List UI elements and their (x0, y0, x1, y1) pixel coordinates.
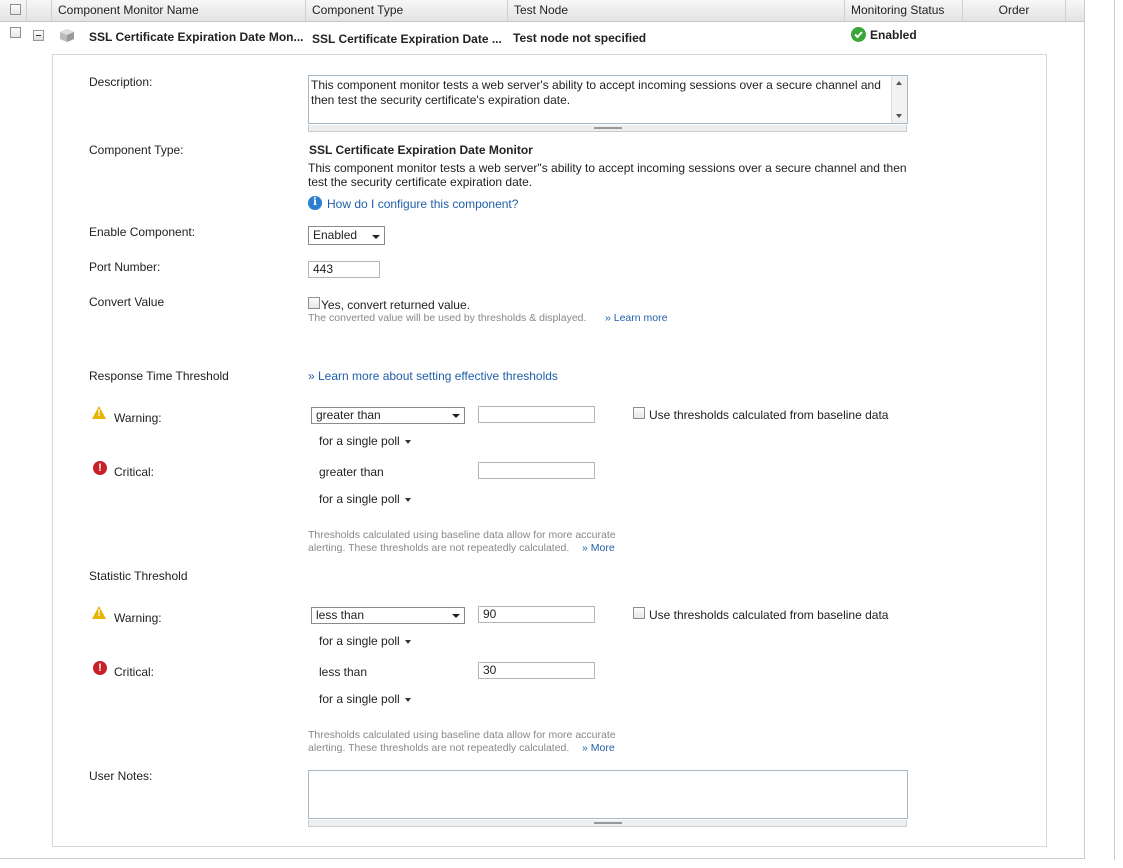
convert-checkbox[interactable] (308, 297, 320, 309)
statistic-threshold-label: Statistic Threshold (89, 569, 188, 583)
caret-down-icon (405, 698, 411, 702)
response-critical-input[interactable] (478, 462, 595, 479)
statistic-critical-label: Critical: (114, 665, 155, 679)
row-status: Enabled (870, 28, 917, 42)
table-row (0, 22, 1084, 52)
statistic-critical-operator: less than (319, 665, 368, 679)
row-component-name[interactable]: SSL Certificate Expiration Date Mon... (89, 30, 304, 44)
scroll-divider (1114, 0, 1115, 860)
user-notes-label: User Notes: (89, 769, 153, 783)
response-baseline-checkbox[interactable] (633, 407, 645, 419)
header-spacer (26, 0, 51, 21)
response-warning-operator: greater than (316, 408, 381, 422)
description-label: Description: (89, 75, 153, 89)
statistic-baseline-checkbox[interactable] (633, 607, 645, 619)
warning-mark: ! (97, 608, 101, 619)
convert-checkbox-label[interactable]: Yes, convert returned value. (321, 298, 470, 312)
statistic-warning-input[interactable]: 90 (478, 606, 595, 623)
user-notes-resize-grip[interactable] (308, 820, 907, 827)
statistic-warning-label: Warning: (114, 611, 162, 625)
description-resize-grip[interactable] (308, 125, 907, 132)
statistic-warning-operator-select[interactable] (311, 607, 465, 624)
response-baseline-note-1: Thresholds calculated using baseline data allow for more accurate (308, 529, 616, 541)
statistic-critical-poll-dropdown[interactable] (319, 692, 411, 706)
response-critical-poll-dropdown[interactable] (319, 492, 411, 506)
threshold-learn-link[interactable]: » Learn more about setting effective thresholds (308, 369, 558, 383)
header-test-node[interactable]: Test Node (507, 0, 844, 21)
response-more-link[interactable]: » More (582, 542, 615, 554)
statistic-warning-poll-dropdown[interactable] (319, 634, 411, 648)
statistic-more-link[interactable]: » More (582, 742, 615, 754)
row-checkbox[interactable] (10, 27, 21, 38)
info-icon[interactable]: i (308, 196, 322, 210)
convert-learn-more-link[interactable]: » Learn more (605, 312, 668, 324)
header-order[interactable]: Order (962, 0, 1065, 21)
critical-icon: ! (93, 661, 107, 675)
convert-label: Convert Value (89, 295, 165, 309)
help-link[interactable]: How do I configure this component? (327, 197, 519, 211)
component-icon (59, 29, 75, 46)
response-critical-label: Critical: (114, 465, 155, 479)
select-all-checkbox[interactable] (10, 4, 21, 15)
caret-down-icon (405, 440, 411, 444)
warning-mark: ! (97, 408, 101, 419)
statistic-warning-operator: less than (316, 608, 365, 622)
description-textarea[interactable] (308, 75, 908, 124)
response-critical-poll: for a single poll (319, 492, 400, 506)
table-header (0, 0, 1084, 22)
component-type-title: SSL Certificate Expiration Date Monitor (309, 143, 533, 157)
check-circle-icon (851, 27, 866, 42)
enable-select[interactable] (308, 226, 385, 245)
statistic-baseline-note-2: alerting. These thresholds are not repeatedly calculated. (308, 742, 570, 754)
row-test-node: Test node not specified (513, 31, 647, 45)
statistic-critical-input[interactable]: 30 (478, 662, 595, 679)
response-warning-poll: for a single poll (319, 434, 400, 448)
statistic-warning-poll: for a single poll (319, 634, 400, 648)
convert-hint: The converted value will be used by thresholds & displayed. (308, 312, 587, 324)
description-scrollbar[interactable] (891, 76, 907, 123)
row-component-type: SSL Certificate Expiration Date ... (312, 32, 502, 46)
chevron-down-icon (452, 414, 460, 418)
chevron-down-icon (372, 235, 380, 239)
component-type-description: This component monitor tests a web server"s ability to accept incoming sessions over a secure channel and then test the security certificate expiration date. (308, 161, 907, 189)
statistic-baseline-note-1: Thresholds calculated using baseline data allow for more accurate (308, 729, 616, 741)
description-text: This component monitor tests a web server's ability to accept incoming sessions over a secure channel and then test the security certificate's expiration date. (311, 78, 881, 107)
response-baseline-note-2: alerting. These thresholds are not repeatedly calculated. (308, 542, 570, 554)
user-notes-textarea[interactable] (308, 770, 908, 819)
header-end (1065, 0, 1084, 21)
header-component-type[interactable]: Component Type (305, 0, 507, 21)
enable-label: Enable Component: (89, 225, 196, 239)
response-threshold-label: Response Time Threshold (89, 369, 229, 383)
port-input[interactable]: 443 (308, 261, 380, 278)
enable-select-value: Enabled (313, 228, 358, 242)
chevron-down-icon (452, 614, 460, 618)
response-warning-operator-select[interactable] (311, 407, 465, 424)
port-label: Port Number: (89, 260, 161, 274)
response-warning-label: Warning: (114, 411, 162, 425)
scroll-down-icon[interactable] (896, 114, 902, 118)
header-monitoring-status[interactable]: Monitoring Status (844, 0, 962, 21)
caret-down-icon (405, 640, 411, 644)
response-warning-input[interactable] (478, 406, 595, 423)
statistic-critical-poll: for a single poll (319, 692, 400, 706)
response-warning-poll-dropdown[interactable] (319, 434, 411, 448)
response-critical-operator: greater than (319, 465, 384, 479)
caret-down-icon (405, 498, 411, 502)
scroll-up-icon[interactable] (896, 81, 902, 85)
collapse-icon[interactable] (33, 30, 44, 41)
response-baseline-label[interactable]: Use thresholds calculated from baseline data (649, 408, 889, 422)
header-component-name[interactable]: Component Monitor Name (51, 0, 305, 21)
statistic-baseline-label[interactable]: Use thresholds calculated from baseline data (649, 608, 889, 622)
critical-icon: ! (93, 461, 107, 475)
component-type-label: Component Type: (89, 143, 184, 157)
